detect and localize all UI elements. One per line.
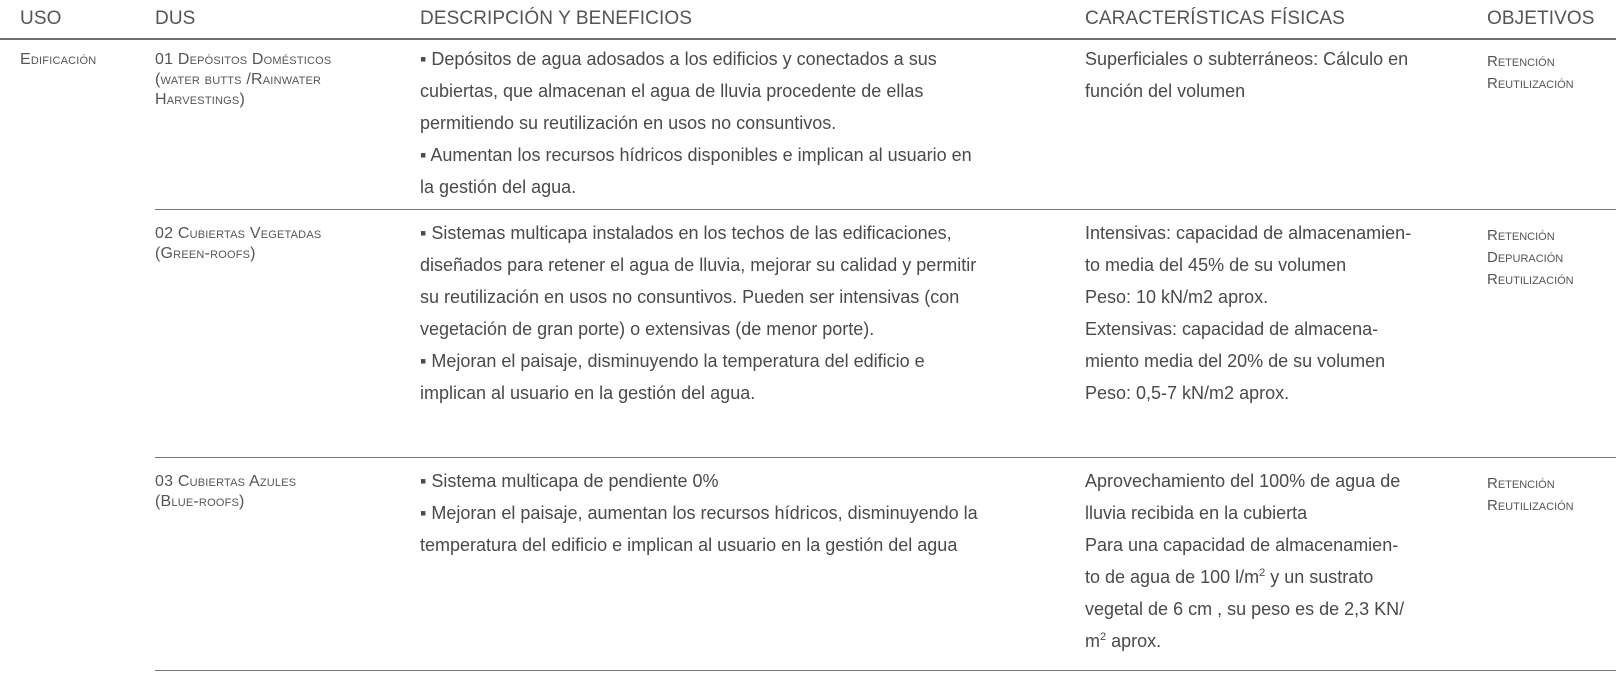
description-line: vegetación de gran porte) o extensivas (de menor porte).: [420, 319, 875, 339]
header-objetivos: OBJETIVOS: [1487, 8, 1595, 29]
description-cell: [420, 465, 1070, 561]
objective-item: Reutilización: [1487, 75, 1574, 92]
objective-item: Retención: [1487, 227, 1555, 244]
description-line: temperatura del edificio e implican al usuario en la gestión del agua: [420, 535, 958, 555]
dus-line: 03 Cubiertas Azules: [155, 473, 297, 490]
description-line: permitiendo su reutilización en usos no consuntivos.: [420, 113, 837, 133]
description-line: ▪ Sistema multicapa de pendiente 0%: [420, 471, 719, 491]
description-line: ▪ Mejoran el paisaje, disminuyendo la temperatura del edificio e: [420, 351, 925, 371]
description-cell: [420, 43, 1070, 203]
objectives-cell: [1487, 473, 1612, 517]
objectives-cell: [1487, 225, 1612, 291]
header-dus: DUS: [155, 8, 196, 29]
description-line: su reutilización en usos no consuntivos. Pueden ser intensivas (con: [420, 287, 960, 307]
characteristics-text: y un sustrato: [1265, 567, 1374, 587]
description-line: la gestión del agua.: [420, 177, 577, 197]
objective-item: Reutilización: [1487, 271, 1574, 288]
description-line: cubiertas, que almacenan el agua de lluvia procedente de ellas: [420, 81, 924, 101]
objective-item: Depuración: [1487, 249, 1564, 266]
description-cell: [420, 217, 1070, 409]
row-divider: [155, 457, 1616, 458]
description-line: diseñados para retener el agua de lluvia, mejorar su calidad y permitir: [420, 255, 977, 275]
characteristics-line: lluvia recibida en la cubierta: [1085, 503, 1308, 523]
characteristics-line: función del volumen: [1085, 81, 1246, 101]
characteristics-line: [1085, 561, 1475, 593]
characteristics-cell: [1085, 465, 1475, 657]
characteristics-line: Para una capacidad de almacenamien-: [1085, 535, 1399, 555]
superscript: 2: [1259, 567, 1266, 579]
dus-cell: [155, 472, 405, 512]
superscript: 2: [1100, 631, 1107, 643]
description-line: implican al usuario en la gestión del agua.: [420, 383, 756, 403]
characteristics-line: Superficiales o subterráneos: Cálculo en: [1085, 49, 1409, 69]
header-descripcion: DESCRIPCIÓN Y BENEFICIOS: [420, 8, 692, 29]
dus-line: (Blue-roofs): [155, 493, 245, 510]
characteristics-line: Peso: 0,5-7 kN/m2 aprox.: [1085, 383, 1290, 403]
objective-item: Retención: [1487, 53, 1555, 70]
table-header: [0, 0, 1616, 44]
objective-item: Retención: [1487, 475, 1555, 492]
dus-line: (water butts /Rainwater: [155, 71, 322, 88]
characteristics-line: Peso: 10 kN/m2 aprox.: [1085, 287, 1269, 307]
dus-line: Harvestings): [155, 91, 245, 108]
characteristics-line: Intensivas: capacidad de almacenamien-: [1085, 223, 1412, 243]
characteristics-line: [1085, 625, 1475, 657]
characteristics-line: Aprovechamiento del 100% de agua de: [1085, 471, 1401, 491]
characteristics-line: Extensivas: capacidad de almacena-: [1085, 319, 1379, 339]
objectives-cell: [1487, 51, 1612, 95]
row-divider: [155, 209, 1616, 210]
characteristics-line: vegetal de 6 cm , su peso es de 2,3 KN/: [1085, 599, 1405, 619]
row-divider: [155, 670, 1616, 671]
description-line: ▪ Depósitos de agua adosados a los edificios y conectados a sus: [420, 49, 937, 69]
characteristics-text: m: [1085, 631, 1100, 651]
header-divider: [0, 38, 1616, 40]
dus-line: (Green-roofs): [155, 245, 256, 262]
characteristics-text: to de agua de 100 l/m: [1085, 567, 1260, 587]
dus-cell: [155, 50, 405, 110]
characteristics-text: aprox.: [1106, 631, 1162, 651]
dus-line: 02 Cubiertas Vegetadas: [155, 225, 322, 242]
objective-item: Reutilización: [1487, 497, 1574, 514]
dus-line: 01 Depósitos Domésticos: [155, 51, 332, 68]
description-line: ▪ Sistemas multicapa instalados en los techos de las edificaciones,: [420, 223, 952, 243]
dus-cell: [155, 224, 405, 264]
characteristics-line: miento media del 20% de su volumen: [1085, 351, 1386, 371]
uso-label: Edificación: [20, 51, 97, 68]
description-line: ▪ Aumentan los recursos hídricos disponibles e implican al usuario en: [420, 145, 972, 165]
description-line: ▪ Mejoran el paisaje, aumentan los recursos hídricos, disminuyendo la: [420, 503, 978, 523]
header-uso: USO: [20, 8, 62, 29]
characteristics-line: to media del 45% de su volumen: [1085, 255, 1347, 275]
characteristics-cell: [1085, 217, 1475, 409]
characteristics-cell: [1085, 43, 1475, 107]
header-caracteristicas: CARACTERÍSTICAS FÍSICAS: [1085, 8, 1345, 29]
